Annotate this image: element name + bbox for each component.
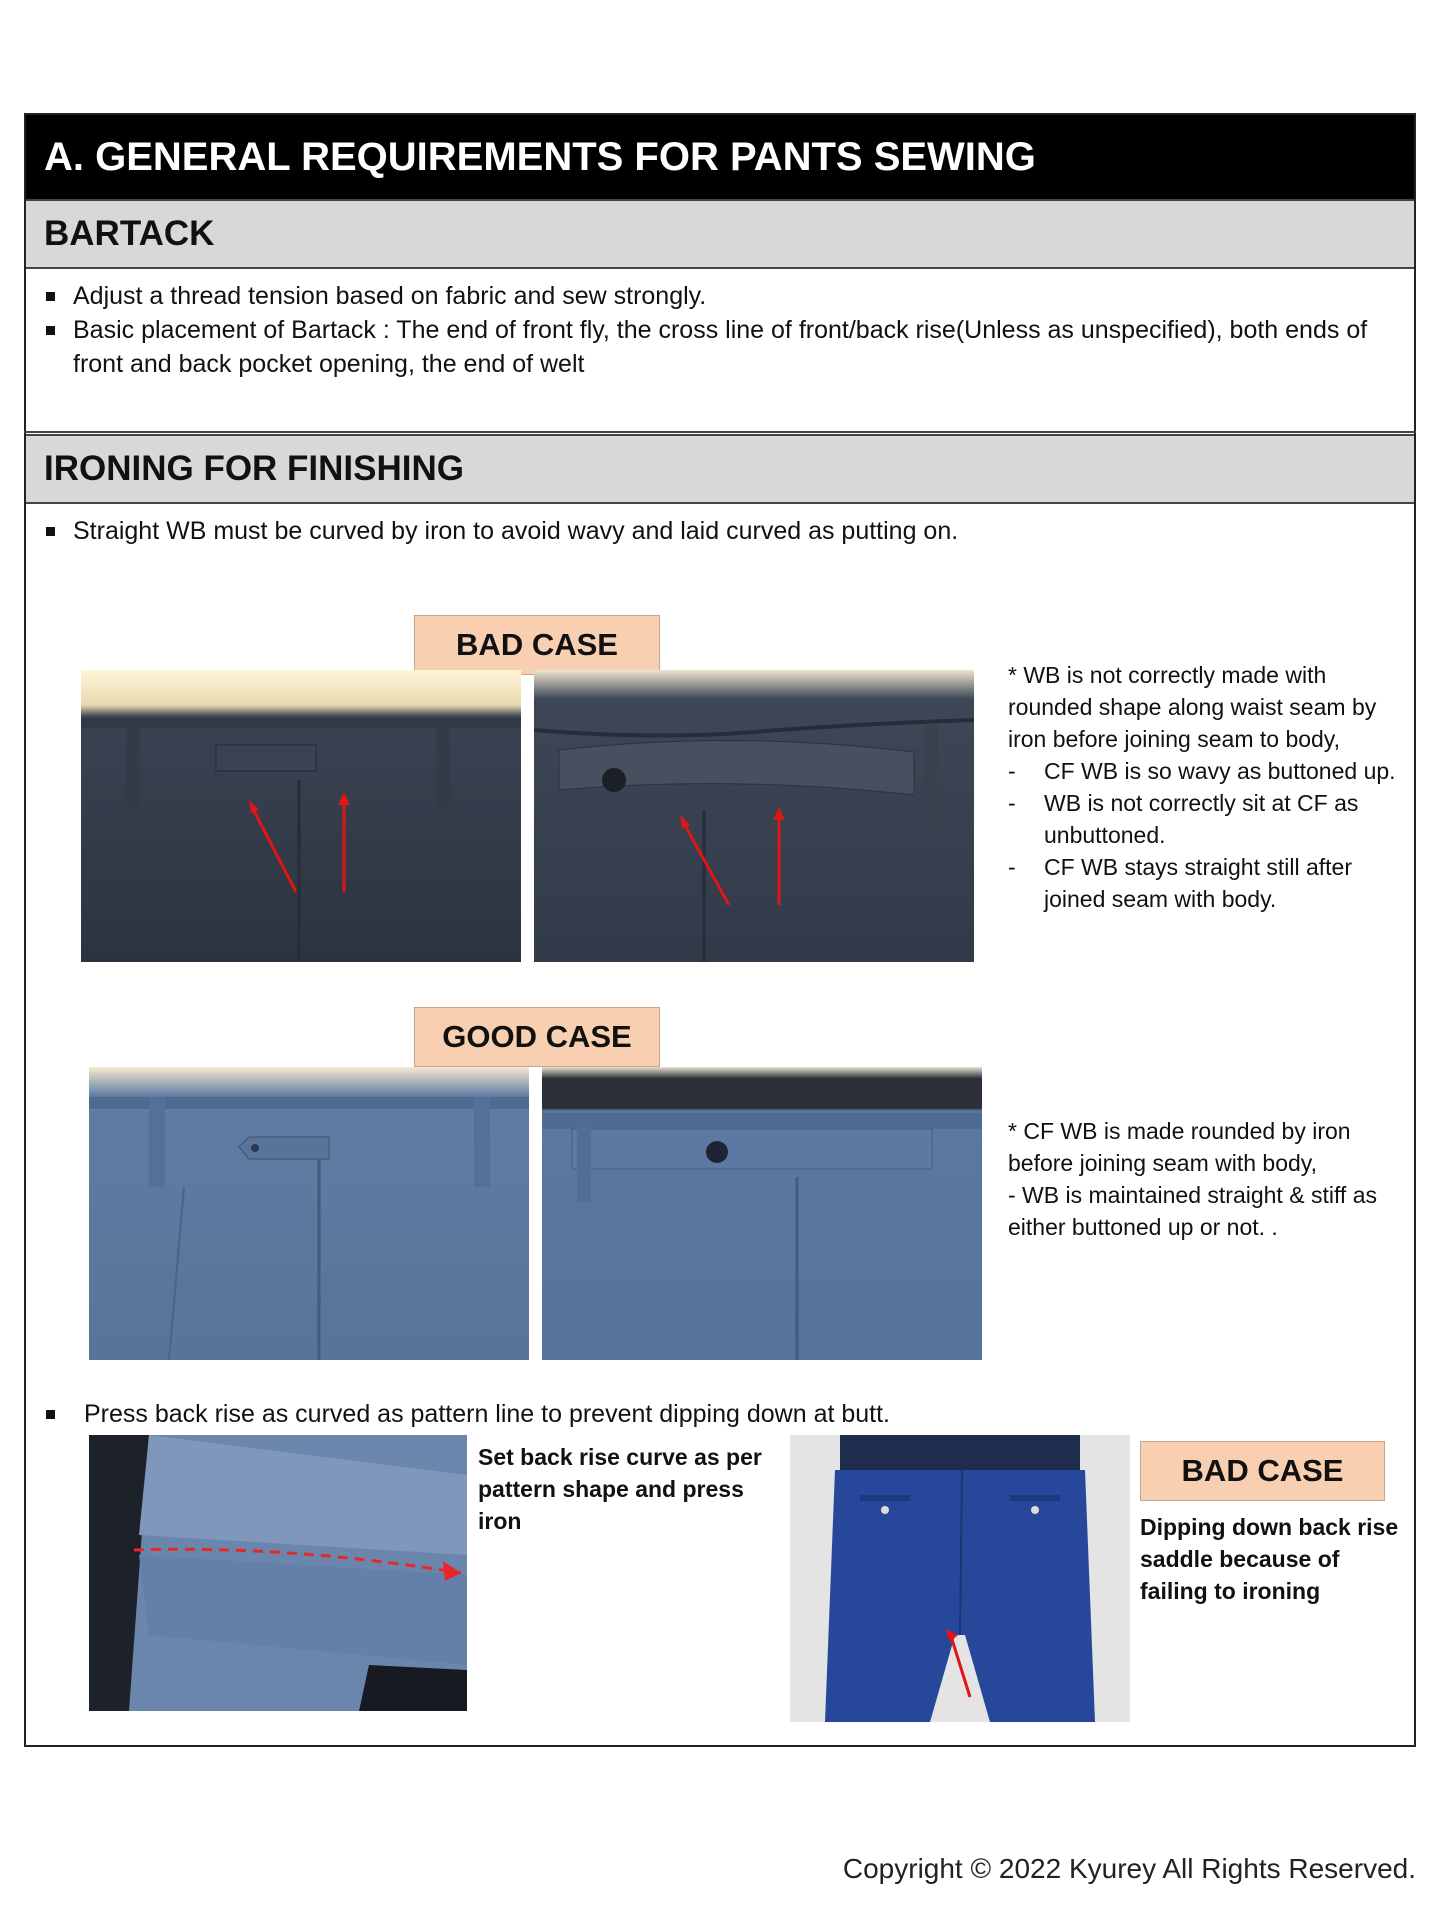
bad-case-note-list	[1008, 755, 1408, 915]
list-item: - CF WB is so wavy as buttoned up.	[1008, 758, 1396, 784]
back-rise-bad-case-label: BAD CASE	[1140, 1441, 1385, 1501]
list-item: - WB is not correctly sit at CF as unbuttoned.	[1008, 790, 1359, 848]
back-rise-bullet: Press back rise as curved as pattern line to prevent dipping down at butt.	[46, 1397, 1396, 1431]
section-divider	[24, 431, 1416, 433]
bullet-square-icon	[46, 292, 55, 301]
back-rise-bad-photo	[790, 1435, 1130, 1722]
good-case-note: * CF WB is made rounded by iron before joining seam with body, - WB is maintained straight & stiff as either buttoned up or not. .	[1008, 1118, 1377, 1240]
main-title: A. GENERAL REQUIREMENTS FOR PANTS SEWING	[26, 115, 1414, 199]
bullet-square-icon	[46, 326, 55, 335]
bullet-square-icon	[46, 527, 55, 536]
copyright-text: Copyright © 2022 Kyurey All Rights Reserved.	[842, 1853, 1416, 1884]
list-item: - CF WB stays straight still after joined seam with body.	[1008, 854, 1353, 912]
bartack-bullet-2: Basic placement of Bartack : The end of front fly, the cross line of front/back rise(Unless as unspecified), both ends of front and back pocket opening, the end of welt	[46, 313, 1396, 381]
back-rise-press-photo	[89, 1435, 467, 1711]
bartack-heading: BARTACK	[26, 199, 1414, 269]
bullet-square-icon	[46, 1410, 55, 1419]
good-case-label: GOOD CASE	[414, 1007, 660, 1067]
bad-case-photo-buttoned	[534, 670, 974, 962]
bad-case-label: BAD CASE	[414, 615, 660, 675]
bartack-bullet-1: Adjust a thread tension based on fabric and sew strongly.	[46, 279, 1396, 313]
ironing-heading: IRONING FOR FINISHING	[26, 434, 1414, 504]
ironing-bullet: Straight WB must be curved by iron to avoid wavy and laid curved as putting on.	[46, 514, 1396, 548]
bad-case-photo-unbuttoned	[81, 670, 521, 962]
bad-case-note: * WB is not correctly made with rounded shape along waist seam by iron before joining seam to body, - CF WB is so wavy as buttoned up. - WB is not correctly sit at CF as unbuttoned. - CF WB stays straight still after joined seam with body.	[1008, 659, 1408, 915]
document-frame	[24, 113, 1416, 1747]
back-rise-instruction: Set back rise curve as per pattern shape and press iron	[478, 1444, 762, 1534]
back-rise-bad-note: Dipping down back rise saddle because of failing to ironing	[1140, 1514, 1399, 1604]
good-case-photo-buttoned	[89, 1067, 529, 1360]
good-case-photo-unbuttoned	[542, 1067, 982, 1360]
